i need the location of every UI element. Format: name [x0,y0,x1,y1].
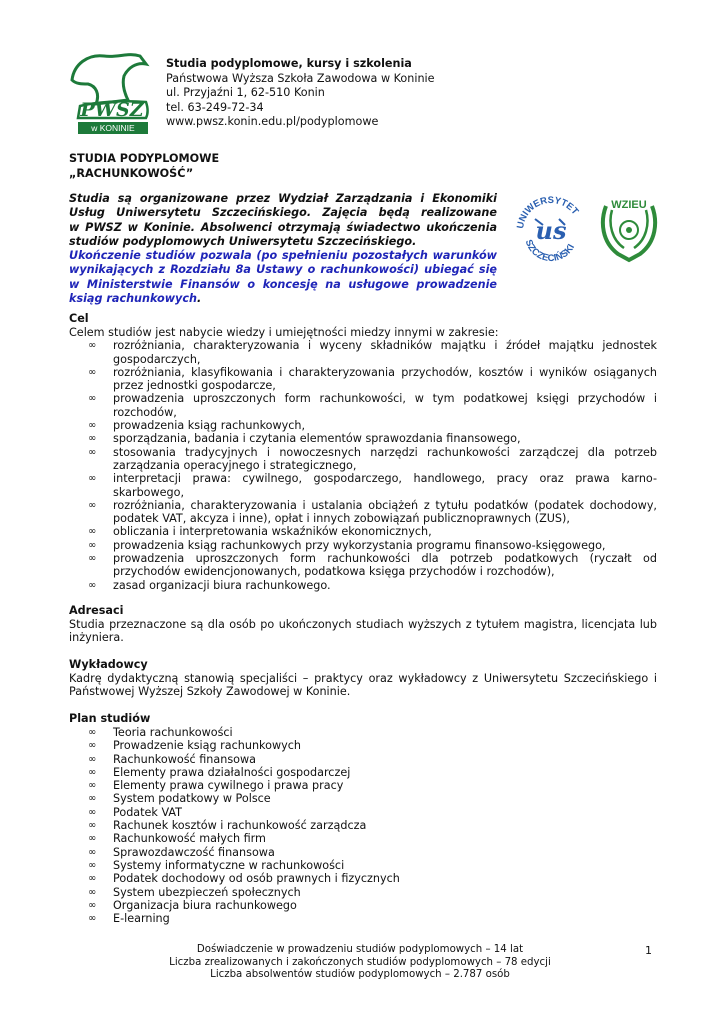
us-logo [513,191,589,267]
list-item: ∞ Rachunkowość małych firm [88,832,266,846]
bullet-icon: ∞ [88,899,97,911]
wykladowcy-text: Kadrę dydaktyczną stanowią specjaliści – praktycy oraz wykładowcy z Uniwersytetu Szczecińskiego i Państwowej Wyższej Szkoły Zawodowej w Koninie. [69,672,657,699]
document-title [69,152,219,181]
intro-line: Studia są organizowane przez Wydział Zarządzania i Ekonomiki [69,192,497,205]
svg-text:WZIEU: WZIEU [611,199,647,211]
bullet-icon: ∞ [88,886,97,898]
bullet-icon: ∞ [88,499,97,511]
list-item: ∞ sporządzania, badania i czytania elementów sprawozdania finansowego, [88,432,521,446]
list-item: ∞ interpretacji prawa: cywilnego, gospodarczego, handlowego, pracy oraz prawa karno-skarbowego, [88,472,657,499]
cel-list [69,339,657,592]
list-item: ∞ prowadzenia uproszczonych form rachunkowości, w tym podatkowej księgi przychodów i rozchodów, [88,392,657,419]
intro-blue-line [69,292,497,306]
svg-text:w KONINIE: w KONINIE [91,123,135,133]
bullet-icon: ∞ [88,846,97,858]
list-item: ∞ Rachunek kosztów i rachunkowość zarządcza [88,819,367,833]
bullet-icon: ∞ [88,526,97,538]
list-item: ∞ Organizacja biura rachunkowego [88,898,297,912]
bullet-icon: ∞ [88,859,97,871]
bullet-icon: ∞ [88,780,97,792]
intro-paragraph [69,192,497,306]
list-item: ∞ Podatek VAT [88,805,183,819]
list-item: ∞ Systemy informatyczne w rachunkowości [88,858,345,872]
adresaci-heading: Adresaci [69,604,124,617]
header-title: Studia podyplomowe, kursy i szkolenia [166,57,412,70]
list-item: ∞ prowadzenia ksiąg rachunkowych przy wykorzystania programu finansowo-księgowego, [88,538,606,552]
footer-line-2: Liczba zrealizowanych i zakończonych studiów podyplomowych – 78 edycji [169,956,551,968]
list-item: ∞ prowadzenia ksiąg rachunkowych, [88,419,306,433]
bullet-icon: ∞ [88,340,97,352]
bullet-icon: ∞ [88,579,97,591]
list-item: ∞ prowadzenia uproszczonych form rachunkowości dla potrzeb podatkowych (ryczałt od przychodów ewidencjonowanych, podatkowa księga przychodów i rozchodów), [88,552,657,579]
footer-line-3: Liczba absolwentów studiów podyplomowych – 2.787 osób [210,969,510,980]
list-item: ∞ stosowania tradycyjnych i nowoczesnych narzędzi rachunkowości zarządczej dla potrzeb zarządzania operacyjnego i strategicznego, [88,445,657,472]
page-footer [140,944,580,982]
bullet-icon: ∞ [88,820,97,832]
bullet-icon: ∞ [88,553,97,565]
intro-line: w PWSZ w Koninie. Absolwenci otrzymają świadectwo ukończenia [69,220,497,234]
bullet-icon: ∞ [88,740,97,752]
intro-blue-line: w Ministerstwie Finansów o koncesję na usługowe prowadzenie [69,277,497,291]
list-item: ∞ Teoria rachunkowości [88,726,233,739]
page-number: 1 [645,944,652,957]
section-adresaci [69,604,657,645]
bullet-icon: ∞ [88,766,97,778]
list-item: ∞ System podatkowy w Polsce [88,792,271,806]
intro-blue-line: Ukończenie studiów pozwala (po spełnieniu pozostałych warunków [69,249,497,263]
list-item: ∞ obliczania i interpretowania wskaźników ekonomicznych, [88,525,432,539]
footer-line-1: Doświadczenie w prowadzeniu studiów podyplomowych – 14 lat [196,944,524,955]
list-item: ∞ Prowadzenie ksiąg rachunkowych [88,739,301,753]
institution-header [166,57,486,130]
adresaci-text: Studia przeznaczone są dla osób po ukończonych studiach wyższych z tytułem magistra, licencjata lub inżyniera. [69,618,657,645]
list-item: ∞ rozróżniania, charakteryzowania i ustalania obciążeń z tytułu podatków (podatek dochodowy, podatek VAT, akcyza i inne), opłat i innych zobowiązań publicznoprawnych (ZUS), [88,498,657,526]
section-cel [69,312,657,592]
wykladowcy-heading: Wykładowcy [69,658,148,671]
section-plan [69,712,657,925]
bullet-icon: ∞ [88,727,97,738]
bullet-icon: ∞ [88,366,97,378]
wzieu-logo [598,196,660,264]
bullet-icon: ∞ [88,446,97,458]
bullet-icon: ∞ [88,913,97,925]
bullet-icon: ∞ [88,393,97,405]
bullet-icon: ∞ [88,873,97,885]
svg-text:PWSZ: PWSZ [80,99,144,121]
header-website: www.pwsz.konin.edu.pl/podyplomowe [166,115,379,129]
bullet-icon: ∞ [88,753,97,765]
list-item: ∞ Elementy prawa cywilnego i prawa pracy [88,779,344,793]
header-institution: Państwowa Wyższa Szkoła Zawodowa w Koninie [166,71,435,85]
header-address: ul. Przyjaźni 1, 62-510 Konin [166,86,325,100]
bullet-icon: ∞ [88,420,97,432]
list-item: ∞ Podatek dochodowy od osób prawnych i fizycznych [88,872,400,886]
plan-list [69,726,657,925]
bullet-icon: ∞ [88,433,97,445]
list-item: ∞ Rachunkowość finansowa [88,752,257,766]
bullet-icon: ∞ [88,833,97,845]
bullet-icon: ∞ [88,539,97,551]
intro-period: . [196,292,202,306]
intro-line: Usług Uniwersytetu Szczecińskiego. Zajęcia będą realizowane [69,206,497,220]
list-item: ∞ Elementy prawa działalności gospodarczej [88,765,351,779]
list-item: ∞ zasad organizacji biura rachunkowego. [88,578,331,592]
cel-lead: Celem studiów jest nabycie wiedzy i umiejętności miedzy innymi w zakresie: [69,326,499,339]
svg-text:UNIWERSYTET: UNIWERSYTET [515,194,581,230]
intro-blue-line: wynikających z Rozdziału 8a Ustawy o rachunkowości) ubiegać się [69,263,497,277]
plan-heading: Plan studiów [69,712,151,725]
bullet-icon: ∞ [88,473,97,485]
intro-line: studiów podyplomowych Uniwersytetu Szczecińskiego. [69,234,417,248]
svg-text:SZCZECIŃSKI: SZCZECIŃSKI [522,238,578,265]
list-item: ∞ E-learning [88,912,170,926]
bullet-icon: ∞ [88,806,97,818]
list-item: ∞ rozróżniania, charakteryzowania i wyceny składników majątku i źródeł majątku jednostek gospodarczych, [88,339,657,366]
list-item: ∞ rozróżniania, klasyfikowania i charakteryzowania przychodów, kosztów i wyników osiąganych przez jednostki gospodarcze, [88,365,657,393]
title-line-2: „RACHUNKOWOŚĆ” [69,166,194,180]
header-phone: tel. 63-249-72-34 [166,100,264,114]
list-item: ∞ Sprawozdawczość finansowa [88,845,275,859]
pwsz-logo [66,50,152,134]
intro-blue-text: ksiąg rachunkowych [69,292,197,306]
list-item: ∞ System ubezpieczeń społecznych [88,885,301,899]
svg-text:us: us [535,216,567,245]
bullet-icon: ∞ [88,793,97,805]
cel-heading: Cel [69,312,89,325]
section-wykladowcy [69,658,657,699]
title-line-1: STUDIA PODYPLOMOWE [69,152,220,165]
